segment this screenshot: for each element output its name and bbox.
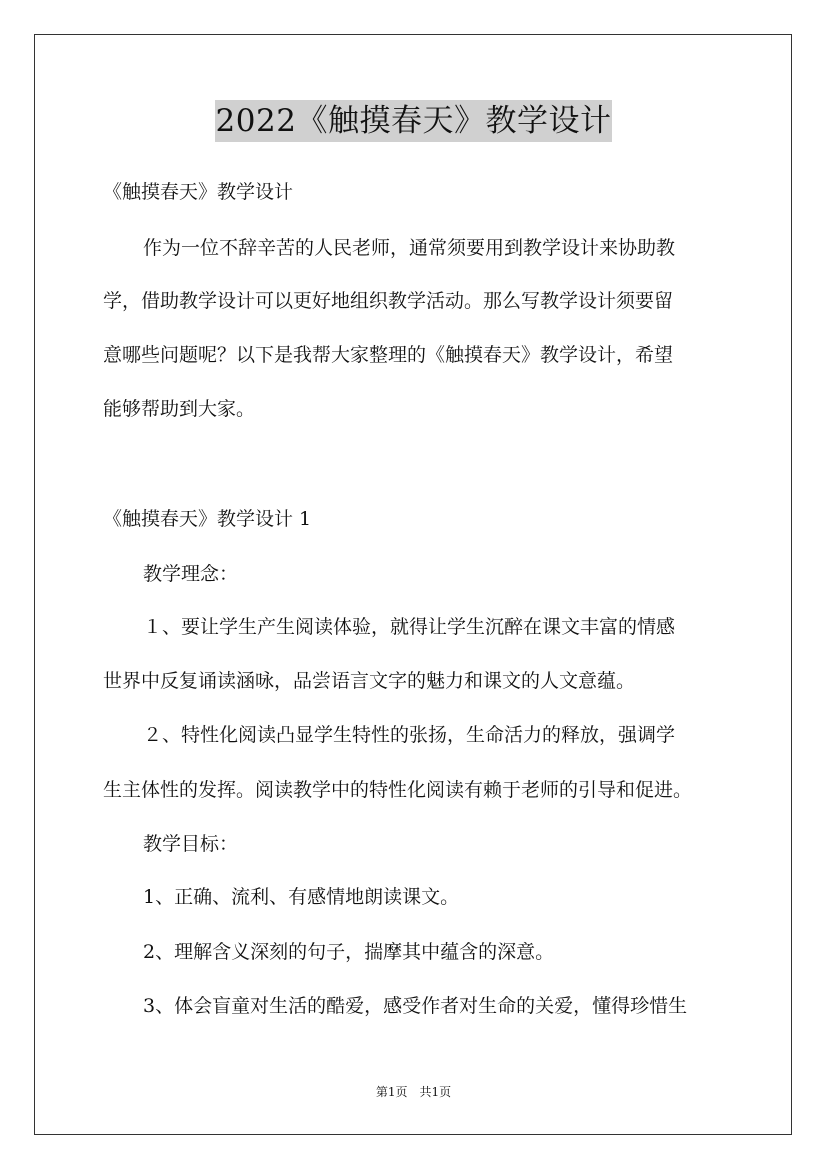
concept-line: １、要让学生产生阅读体验，就得让学生沉醉在课文丰富的情感 [143,616,676,638]
intro-line: 意哪些问题呢？以下是我帮大家整理的《触摸春天》教学设计，希望 [103,344,674,366]
goal-line: 1、正确、流利、有感情地朗读课文。 [143,886,460,908]
document-title-block [0,100,827,142]
intro-line: 作为一位不辞辛苦的人民老师，通常须要用到教学设计来协助教 [143,237,676,259]
concept-line: ２、特性化阅读凸显学生特性的张扬，生命活力的释放，强调学 [143,724,676,746]
intro-line: 能够帮助到大家。 [103,398,256,420]
intro-heading: 《触摸春天》教学设计 [103,181,294,203]
page-number-footer: 第1页 共1页 [375,1085,452,1099]
concept-line: 生主体性的发挥。阅读教学中的特性化阅读有赖于老师的引导和促进。 [103,779,693,801]
concept-line: 世界中反复诵读涵咏，品尝语言文字的魅力和课文的人文意蕴。 [103,670,636,692]
intro-line: 学，借助教学设计可以更好地组织教学活动。那么写教学设计须要留 [103,290,674,312]
section-heading: 《触摸春天》教学设计 1 [103,508,312,530]
concept-heading: 教学理念： [143,563,239,585]
document-title: 2022《触摸春天》教学设计 [215,100,613,142]
goal-line: 3、体会盲童对生活的酷爱，感受作者对生命的关爱，懂得珍惜生 [143,995,688,1017]
goals-heading: 教学目标： [143,833,239,855]
goal-line: 2、理解含义深刻的句子，揣摩其中蕴含的深意。 [143,941,555,963]
